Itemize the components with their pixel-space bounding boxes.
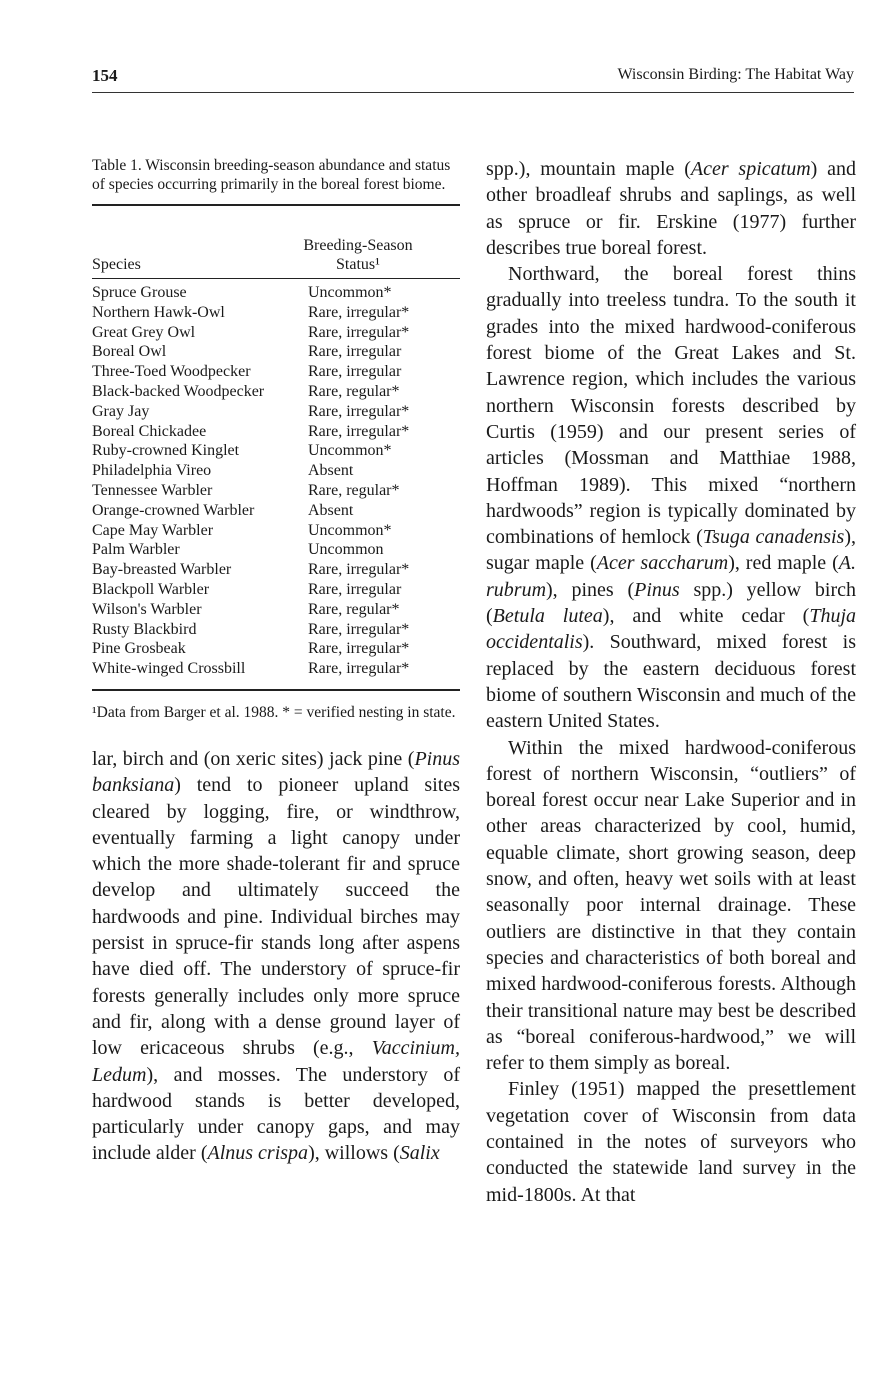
table-row: [92, 441, 460, 461]
status-cell: Rare, irregular*: [308, 303, 410, 321]
column-header-species: Species: [92, 256, 141, 273]
text-run: ), and white cedar (: [602, 605, 810, 628]
species-cell: Boreal Owl: [92, 343, 167, 361]
page-number: 154: [92, 66, 118, 85]
text-run: spp.) yellow birch (: [486, 578, 856, 628]
table-footnote: ¹Data from Barger et al. 1988. * = verified nesting in state.: [92, 703, 456, 721]
table-row: [92, 560, 460, 580]
table-row: [92, 600, 460, 620]
table-bottom-rule: [92, 689, 460, 691]
header-rule: [92, 92, 854, 93]
text-run: spp.), mountain maple (: [486, 158, 691, 180]
species-cell: Northern Hawk-Owl: [92, 303, 225, 321]
status-cell: Rare, irregular: [308, 363, 402, 381]
italic-term: Betula lutea: [492, 605, 603, 628]
table-row: [92, 521, 460, 541]
table-row: [92, 501, 460, 521]
species-cell: Pine Grosbeak: [92, 640, 186, 658]
status-cell: Uncommon*: [308, 442, 392, 460]
italic-term: A. rubrum: [486, 552, 856, 601]
table-body: [92, 279, 460, 689]
species-cell: Tennessee Warbler: [92, 481, 213, 499]
running-head: Wisconsin Birding: The Habitat Way: [617, 66, 854, 83]
italic-term: Tsuga canadensis: [702, 526, 845, 549]
species-cell: Philadelphia Vireo: [92, 462, 212, 480]
italic-term: Acer spicatum: [690, 158, 811, 180]
body-paragraph: Finley (1951) mapped the presettlement vegetation cover of Wisconsin from data contained in the notes of surveyors who conducted the statewide land survey in the mid-1800s. At that: [486, 1078, 856, 1206]
status-cell: Rare, irregular: [308, 580, 402, 598]
status-cell: Uncommon*: [308, 284, 392, 301]
italic-term: Salix: [399, 1142, 440, 1165]
table-header: [92, 206, 460, 278]
body-paragraph: [486, 156, 856, 261]
italic-term: Acer saccharum: [596, 552, 729, 575]
species-cell: Ruby-crowned Kinglet: [92, 442, 240, 460]
table-row: [92, 402, 460, 422]
table-row: [92, 422, 460, 442]
species-cell: Rusty Blackbird: [92, 620, 197, 638]
species-cell: Cape May Warbler: [92, 521, 214, 539]
table-row: [92, 540, 460, 560]
column-header-status-line2: Status¹: [336, 256, 380, 273]
text-run: lar, birch and (on xeric sites) jack pine (: [92, 747, 415, 770]
status-cell: Rare, irregular*: [308, 561, 410, 579]
table: [92, 156, 460, 722]
text-run: ), willows (: [308, 1142, 400, 1165]
status-cell: Rare, irregular: [308, 343, 402, 361]
table-row: [92, 342, 460, 362]
text-run: Northward, the boreal forest thins gradually into treeless tundra. To the south it grades into the mixed hardwood-coniferous forest biome of the Great Lakes and St. Lawrence region, which includes the various northern Wisconsin forests described by Curtis (1959) and our present series of articles (Mossman and Matthiae 1988, Hoffman 1989). This mixed “northern hardwoods” region is typically dominated by combinations of hemlock (: [486, 263, 856, 549]
status-cell: Rare, regular*: [308, 600, 400, 618]
table-row: [92, 639, 460, 659]
italic-term: Vaccinium, Ledum: [92, 1037, 460, 1086]
column-header-status-line1: Breeding-Season: [303, 237, 413, 254]
status-cell: Absent: [308, 501, 354, 519]
species-cell: Wilson's Warbler: [92, 600, 202, 618]
table-caption: Table 1. Wisconsin breeding-season abundance and status of species occurring primarily in the boreal forest biome.: [92, 157, 451, 193]
table-row: [92, 323, 460, 343]
column-header-status: [288, 236, 428, 274]
status-cell: Rare, irregular*: [308, 640, 410, 658]
text-run: ), pines (: [546, 578, 635, 601]
species-cell: Three-Toed Woodpecker: [92, 363, 251, 381]
text-run: ), sugar maple (: [486, 526, 857, 575]
status-cell: Rare, irregular*: [308, 660, 410, 678]
left-column: [92, 156, 460, 1167]
body-paragraph: [486, 261, 856, 734]
table-row: [92, 362, 460, 382]
status-cell: Rare, regular*: [308, 382, 400, 400]
text-run: ) tend to pioneer upland sites cleared by logging, fire, or windthrow, eventually farming a light canopy under which the more shade-tolerant fir and spruce develop and ultimately succeed the hardwoods and pine. Individual birches may persist in spruce-fir stands long after aspens have died off. The understory of spruce-fir forests generally includes only more spruce and fir, along with a dense ground layer of low ericaceous shrubs (e.g.,: [92, 774, 460, 1060]
italic-term: Alnus crispa: [207, 1142, 309, 1165]
text-run: ). Southward, mixed forest is replaced by the eastern deciduous forest biome of southern Wisconsin and much of the eastern United States.: [486, 631, 856, 733]
table-row: [92, 659, 460, 679]
table-row: [92, 303, 460, 323]
species-cell: Spruce Grouse: [92, 284, 187, 301]
species-cell: Bay-breasted Warbler: [92, 561, 232, 579]
body-paragraph: Within the mixed hardwood-coniferous forest of northern Wisconsin, “outliers” of boreal forest occur near Lake Superior and in other areas characterized by cool, humid, equable climate, short growing season, deep snow, and often, heavy wet soils with at least seasonally poor internal drainage. These outliers are distinctive in that they contain species and characteristics of both boreal and mixed hardwood-coniferous forests. Although their transitional nature may best be described as “boreal coniferous-hardwood,” we will refer to them simply as boreal.: [486, 736, 856, 1075]
text-run: ), and mosses. The understory of hardwood stands is better developed, particularly under canopy gaps, and may include alder (: [92, 1063, 460, 1165]
text-run: ) and other broadleaf shrubs and saplings, as well as spruce or fir. Erskine (1977) further describes true boreal forest.: [486, 158, 856, 259]
status-cell: Rare, regular*: [308, 481, 400, 499]
status-cell: Uncommon*: [308, 521, 392, 539]
table-row: [92, 580, 460, 600]
status-cell: Absent: [308, 462, 354, 480]
species-cell: Gray Jay: [92, 402, 150, 420]
text-run: ), red maple (: [728, 552, 839, 575]
body-paragraph: [92, 746, 460, 1167]
species-cell: Orange-crowned Warbler: [92, 501, 255, 519]
species-cell: Black-backed Woodpecker: [92, 382, 265, 400]
status-cell: Rare, irregular*: [308, 323, 410, 341]
italic-term: Pinus banksiana: [92, 747, 460, 797]
species-cell: White-winged Crossbill: [92, 660, 246, 678]
status-cell: Rare, irregular*: [308, 402, 410, 420]
status-cell: Rare, irregular*: [308, 422, 410, 440]
italic-term: Pinus: [634, 578, 680, 601]
status-cell: Uncommon: [308, 541, 384, 559]
table-row: [92, 620, 460, 640]
table-row: [92, 481, 460, 501]
table-row: [92, 283, 460, 303]
status-cell: Rare, irregular*: [308, 620, 410, 638]
species-cell: Great Grey Owl: [92, 323, 196, 341]
italic-term: Thuja occidentalis: [486, 605, 857, 654]
table-row: [92, 461, 460, 481]
right-column: [486, 156, 856, 1208]
species-cell: Blackpoll Warbler: [92, 580, 210, 598]
species-cell: Boreal Chickadee: [92, 422, 207, 440]
species-cell: Palm Warbler: [92, 541, 180, 559]
table-row: [92, 382, 460, 402]
